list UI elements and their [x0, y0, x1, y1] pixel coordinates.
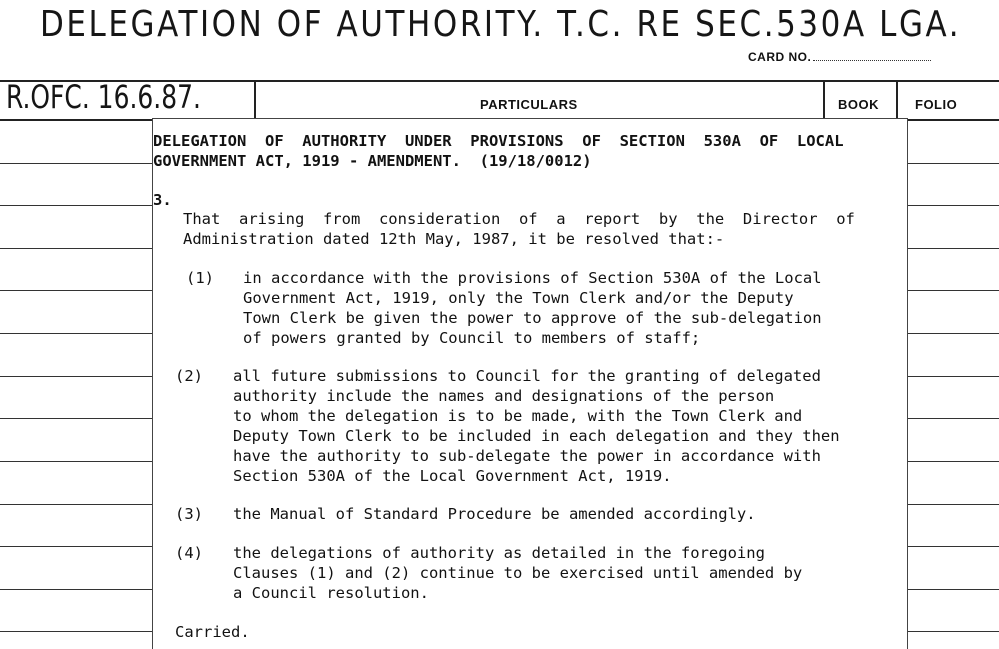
ruled-line [0, 163, 152, 164]
clause-line: a Council resolution. [233, 584, 429, 602]
ruled-line [0, 589, 152, 590]
clause-number: (4) [175, 544, 203, 562]
card-number-field [748, 50, 931, 64]
ruled-line [0, 248, 152, 249]
ruled-line [906, 376, 999, 377]
minute-title-line: GOVERNMENT ACT, 1919 - AMENDMENT. (19/18/0012) [153, 152, 592, 170]
column-header-folio: FOLIO [915, 97, 958, 112]
card-number-blank [813, 60, 931, 61]
resolution-outcome: Carried. [175, 623, 250, 641]
clause-line: the Manual of Standard Procedure be amended accordingly. [233, 505, 756, 523]
clause-number: (2) [175, 367, 203, 385]
column-header-particulars: PARTICULARS [480, 97, 578, 112]
ruled-line [0, 631, 152, 632]
clause-line: in accordance with the provisions of Section 530A of the Local [243, 269, 822, 287]
ruled-line [906, 248, 999, 249]
clause-line: to whom the delegation is to be made, with the Town Clerk and [233, 407, 803, 425]
clause-line: all future submissions to Council for the granting of delegated [233, 367, 821, 385]
ruled-line [0, 546, 152, 547]
column-header-book: BOOK [838, 97, 879, 112]
ruled-line [0, 504, 152, 505]
ruled-line [906, 631, 999, 632]
ruled-line [906, 589, 999, 590]
ruled-line [906, 163, 999, 164]
ruled-line [906, 418, 999, 419]
intro-line: Administration dated 12th May, 1987, it be resolved that:- [183, 230, 725, 248]
clause-line: Town Clerk be given the power to approve of the sub-delegation [243, 309, 822, 327]
date-annotation: R.OFC. 16.6.87. [6, 78, 201, 116]
minute-title-line: DELEGATION OF AUTHORITY UNDER PROVISIONS OF SECTION 530A OF LOCAL [153, 132, 844, 150]
clause-line: Section 530A of the Local Government Act, 1919. [233, 467, 672, 485]
clause-line: have the authority to sub-delegate the power in accordance with [233, 447, 821, 465]
ruled-line [0, 290, 152, 291]
card-heading: DELEGATION OF AUTHORITY. T.C. RE SEC.530A LGA. [40, 4, 962, 45]
clause-number: (1) [186, 269, 214, 287]
ruled-line [0, 418, 152, 419]
ruled-line [906, 290, 999, 291]
clause-line: Clauses (1) and (2) continue to be exercised until amended by [233, 564, 803, 582]
ruled-line [906, 461, 999, 462]
clause-line: Deputy Town Clerk to be included in each delegation and they then [233, 427, 840, 445]
clause-number: (3) [175, 505, 203, 523]
column-divider-date [254, 80, 256, 120]
ruled-line [0, 376, 152, 377]
clause-line: authority include the names and designations of the person [233, 387, 775, 405]
ruled-line [0, 205, 152, 206]
ruled-line [906, 546, 999, 547]
intro-line: That arising from consideration of a report by the Director of [183, 210, 855, 228]
ruled-line [906, 504, 999, 505]
clause-line: Government Act, 1919, only the Town Clerk and/or the Deputy [243, 289, 794, 307]
clause-line: of powers granted by Council to members of staff; [243, 329, 701, 347]
card-number-label: CARD NO. [748, 50, 812, 64]
item-number: 3. [153, 191, 172, 209]
clause-line: the delegations of authority as detailed in the foregoing [233, 544, 765, 562]
ruled-line [906, 333, 999, 334]
ruled-line [906, 205, 999, 206]
ruled-line [0, 333, 152, 334]
ruled-line [0, 461, 152, 462]
